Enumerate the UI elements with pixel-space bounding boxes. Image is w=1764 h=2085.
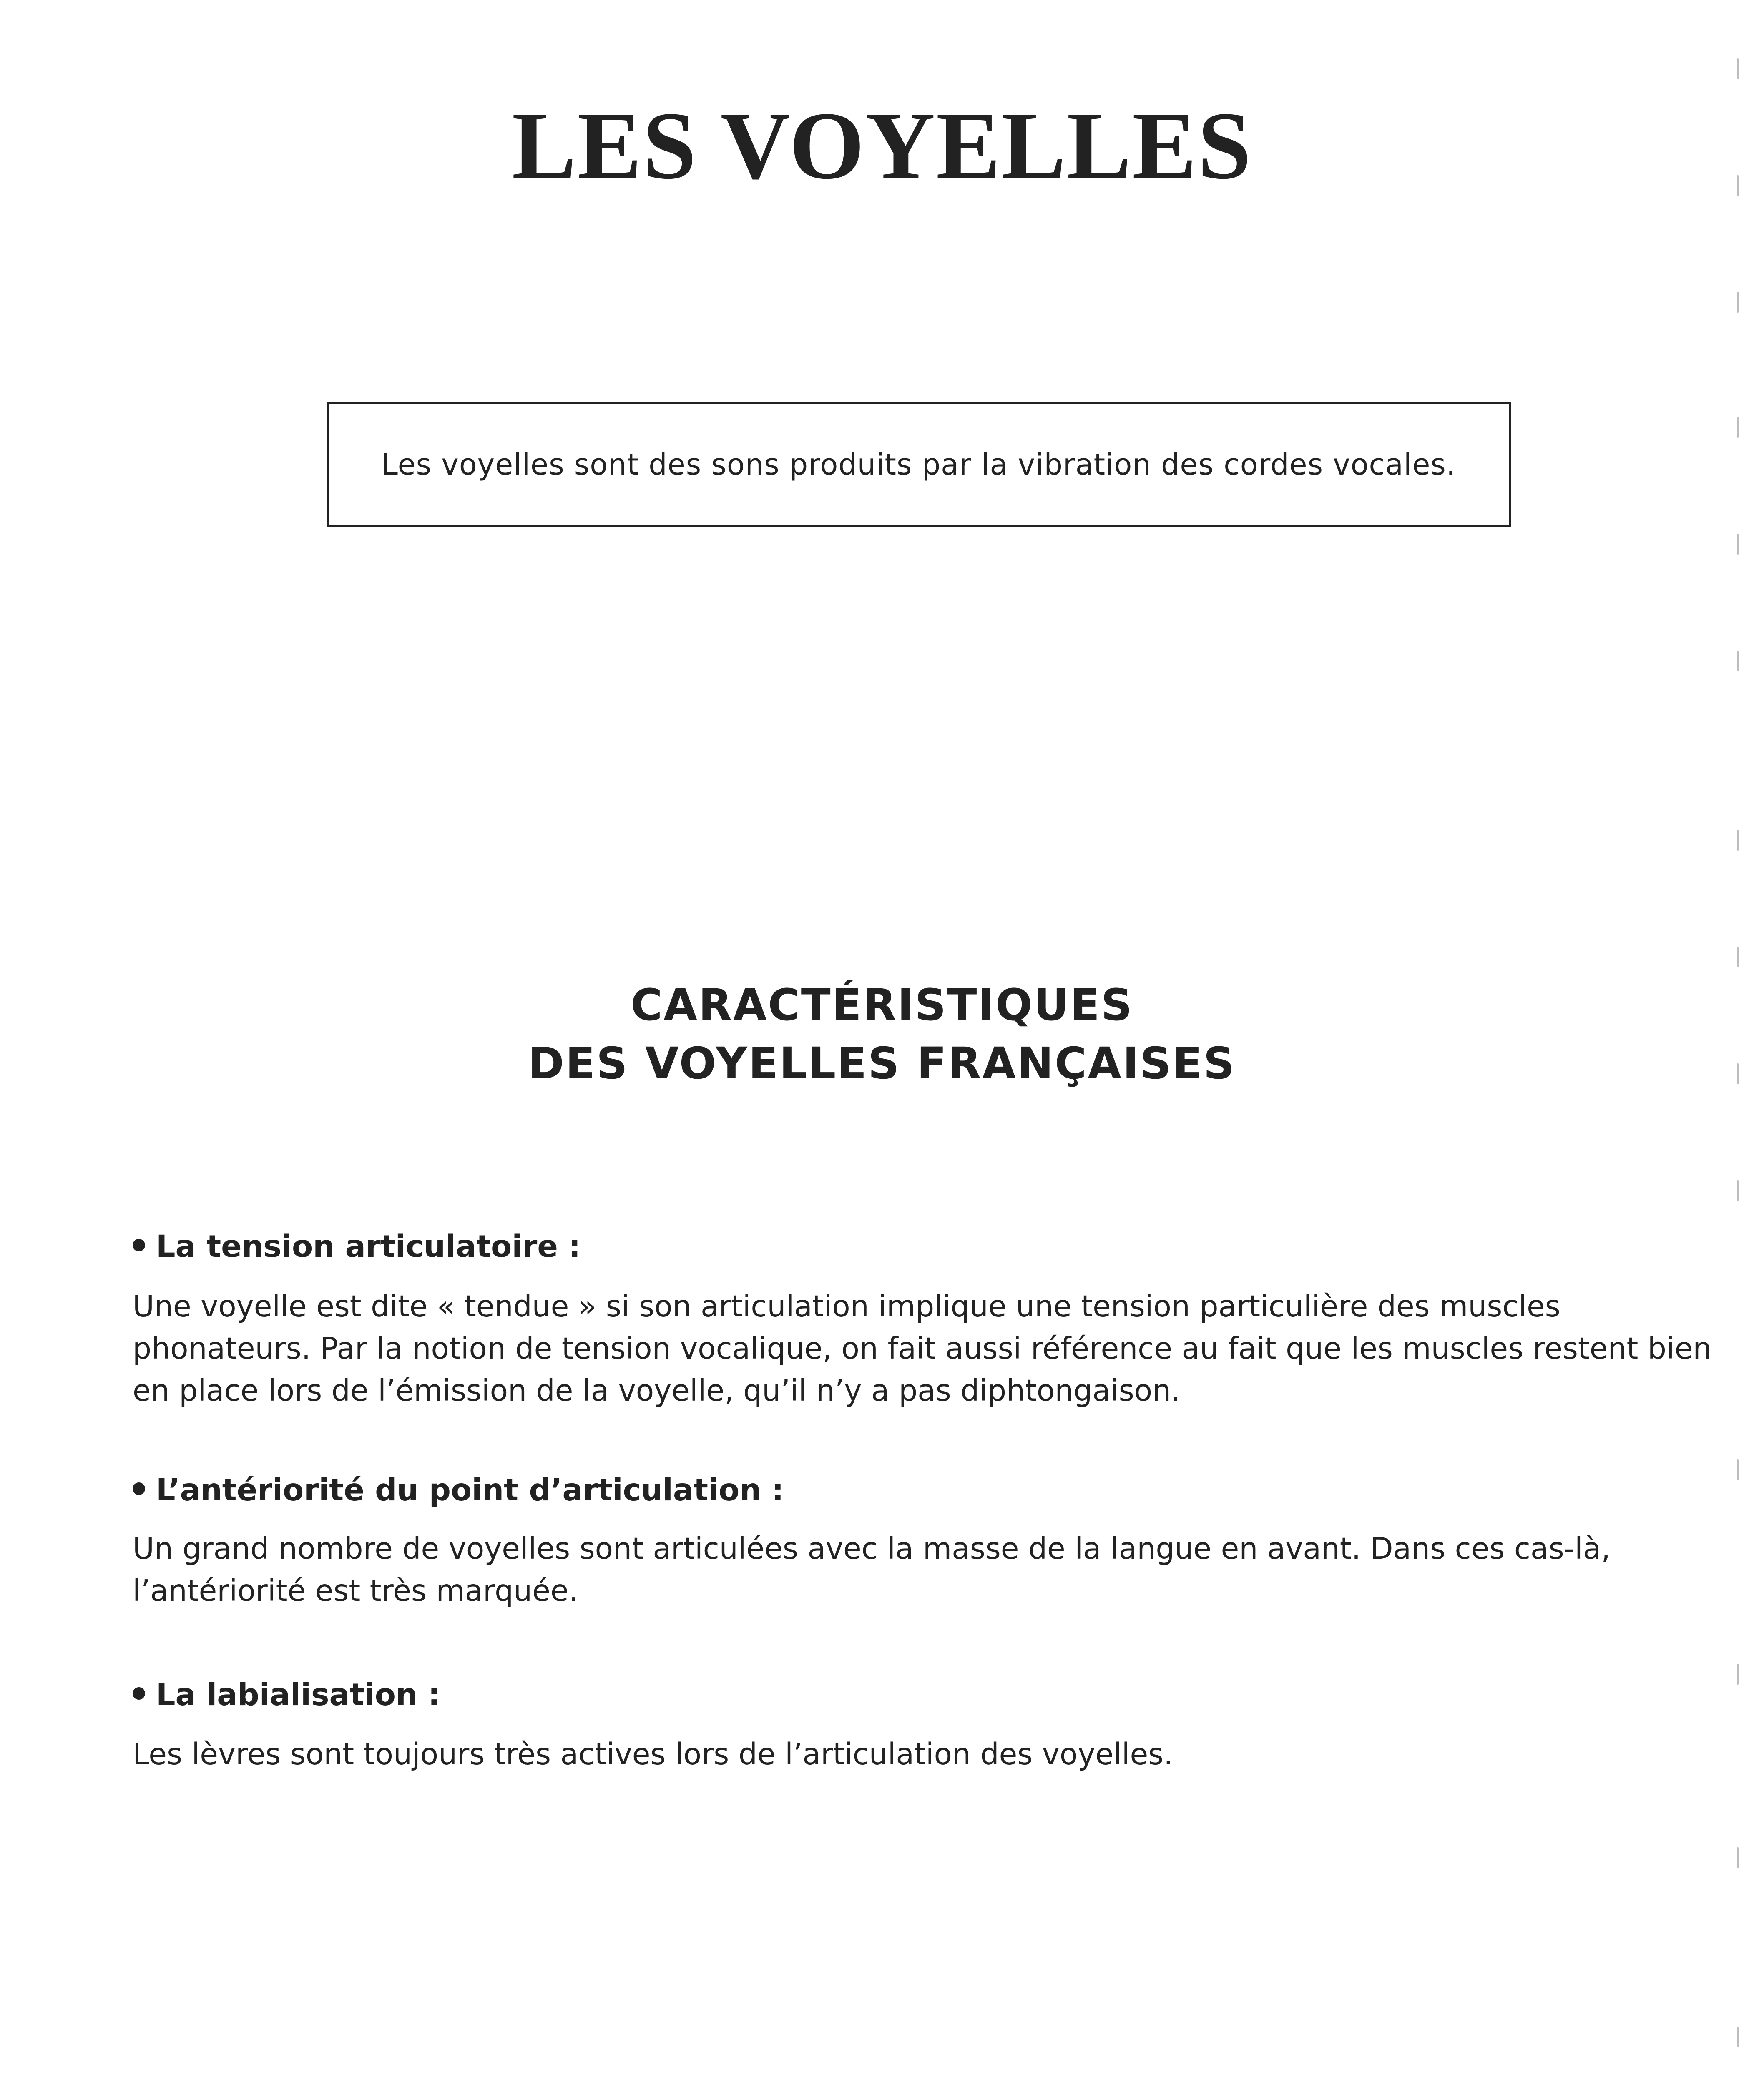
section-heading-line-1: CARACTÉRISTIQUES xyxy=(631,980,1133,1030)
binding-mark xyxy=(1737,1063,1739,1084)
characteristic-label-text: La tension articulatoire : xyxy=(156,1229,581,1264)
binding-mark xyxy=(1737,1847,1739,1868)
characteristic-label-labialisation xyxy=(133,1674,440,1716)
characteristic-text-anteriorite: Un grand nombre de voyelles sont articulées avec la masse de la langue en avant. Dans ces cas-là, l’antériorité est très marquée. xyxy=(133,1531,1611,1608)
characteristic-label-tension xyxy=(133,1226,580,1268)
section-heading-line-2: DES VOYELLES FRANÇAISES xyxy=(528,1038,1236,1089)
binding-mark xyxy=(1737,1180,1739,1201)
binding-mark xyxy=(1737,58,1739,79)
binding-mark xyxy=(1737,651,1739,671)
characteristic-label-text: La labialisation : xyxy=(156,1677,440,1713)
section-heading xyxy=(0,976,1764,1093)
binding-mark xyxy=(1737,1460,1739,1480)
binding-mark xyxy=(1737,2027,1739,2047)
characteristic-text-tension: Une voyelle est dite « tendue » si son articulation implique une tension particulière des muscles phonateurs. Par la notion de tension vocalique, on fait aussi référence au fait que les muscles restent bien en place lors de l’émission de la voyelle, qu’il n’y a pas diphtongaison. xyxy=(133,1289,1712,1408)
characteristic-label-anteriorite xyxy=(133,1470,784,1511)
bullet-icon xyxy=(133,1687,145,1700)
page-title: LES VOYELLES xyxy=(512,92,1252,199)
binding-mark xyxy=(1737,417,1739,438)
binding-mark xyxy=(1737,830,1739,851)
binding-mark xyxy=(1737,947,1739,967)
characteristic-label-text: L’antériorité du point d’articulation : xyxy=(156,1472,784,1508)
bullet-icon xyxy=(133,1482,145,1495)
characteristic-text-labialisation: Les lèvres sont toujours très actives lors de l’articulation des voyelles. xyxy=(133,1737,1173,1771)
binding-mark xyxy=(1737,175,1739,196)
binding-mark xyxy=(1737,534,1739,555)
bullet-icon xyxy=(133,1239,145,1251)
definition-box xyxy=(327,402,1511,527)
binding-mark xyxy=(1737,292,1739,313)
binding-mark xyxy=(1737,1664,1739,1685)
definition-text: Les voyelles sont des sons produits par la vibration des cordes vocales. xyxy=(381,447,1456,482)
